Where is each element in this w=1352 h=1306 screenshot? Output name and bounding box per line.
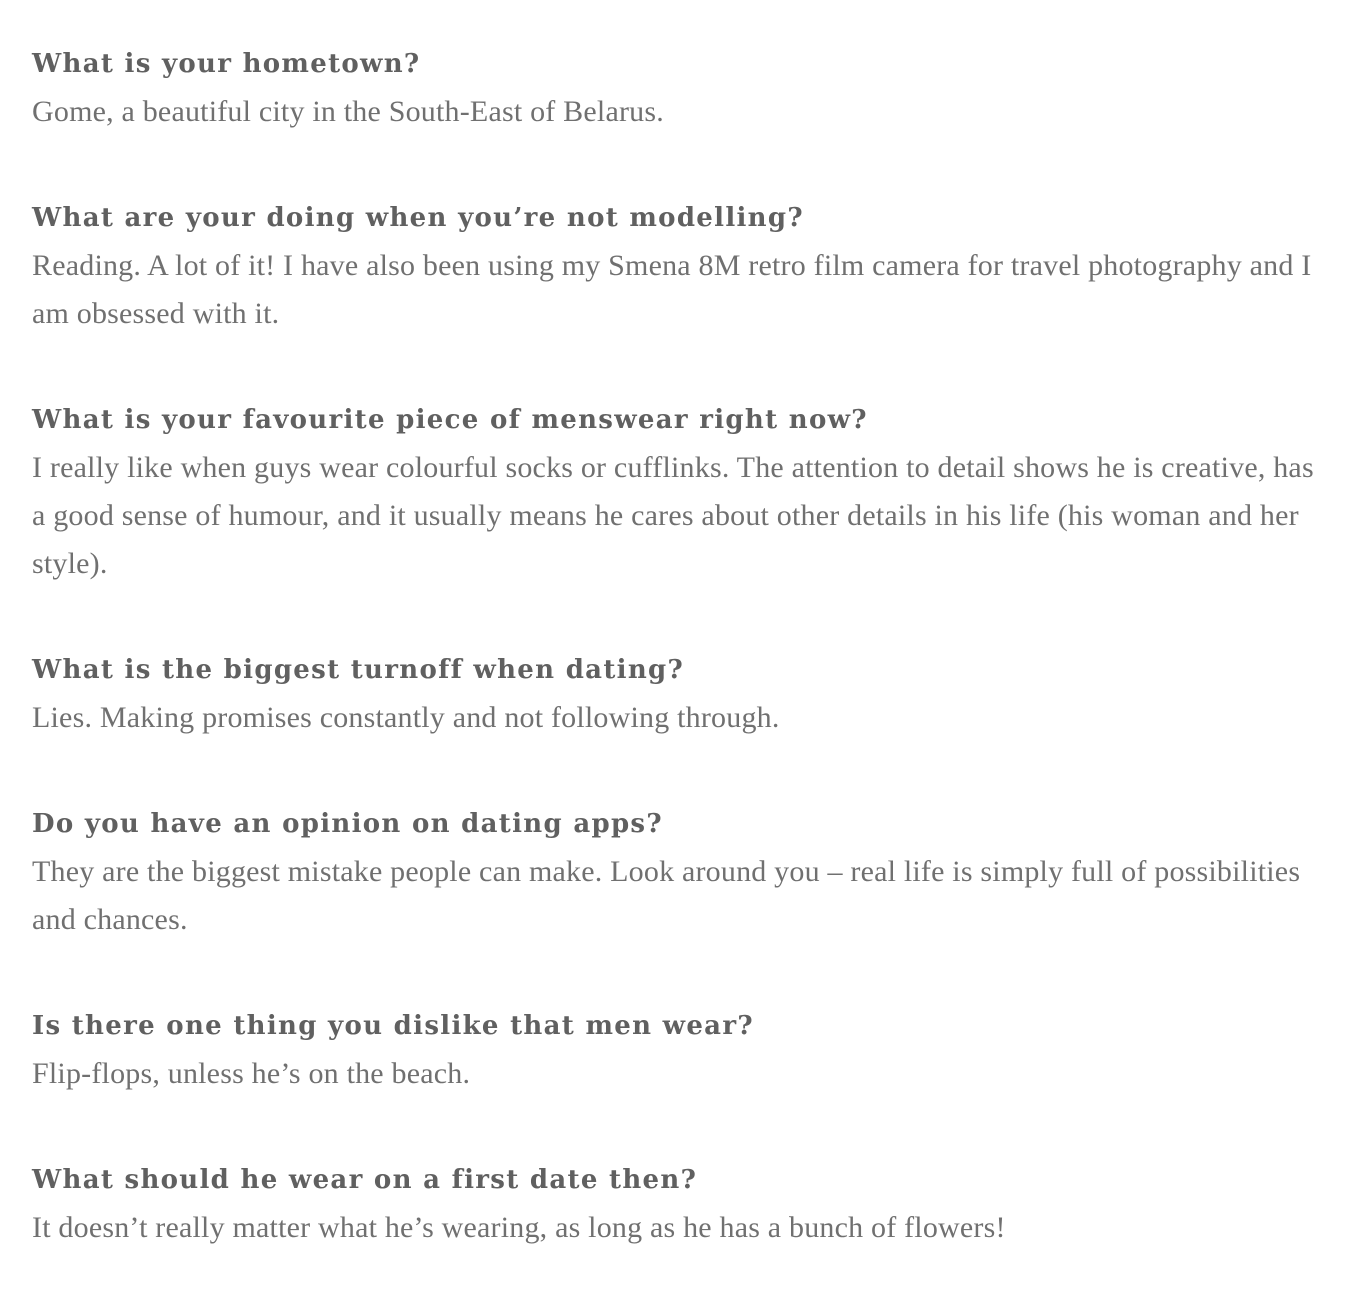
qa-item-first-date: [32, 1156, 1320, 1252]
question-text: Do you have an opinion on dating apps?: [32, 809, 663, 839]
qa-item-hometown: [32, 40, 1320, 136]
answer-text: Lies. Making promises constantly and not following through.: [32, 701, 780, 734]
qa-item-dating-apps: [32, 800, 1320, 944]
answer-text: Reading. A lot of it! I have also been using my Smena 8M retro film camera for travel photography and I am obsessed with it.: [32, 249, 1312, 330]
question-text: Is there one thing you dislike that men wear?: [32, 1011, 754, 1041]
answer-text: Gome, a beautiful city in the South-East of Belarus.: [32, 95, 664, 128]
question-text: What should he wear on a first date then?: [32, 1165, 698, 1195]
qa-item-dislike: [32, 1002, 1320, 1098]
answer-text: It doesn’t really matter what he’s wearing, as long as he has a bunch of flowers!: [32, 1211, 1006, 1244]
qa-item-turnoff: [32, 646, 1320, 742]
question-text: What is your favourite piece of menswear right now?: [32, 405, 868, 435]
qa-item-favourite-menswear: [32, 396, 1320, 588]
answer-text: I really like when guys wear colourful socks or cufflinks. The attention to detail shows he is creative, has a good sense of humour, and it usually means he cares about other details in his life (his woman and her style).: [32, 451, 1314, 580]
question-text: What are your doing when you’re not modelling?: [32, 203, 804, 233]
question-text: What is your hometown?: [32, 49, 421, 79]
question-text: What is the biggest turnoff when dating?: [32, 655, 685, 685]
answer-text: Flip-flops, unless he’s on the beach.: [32, 1057, 471, 1090]
answer-text: They are the biggest mistake people can make. Look around you – real life is simply full of possibilities and chances.: [32, 855, 1301, 936]
qa-item-hobbies: [32, 194, 1320, 338]
